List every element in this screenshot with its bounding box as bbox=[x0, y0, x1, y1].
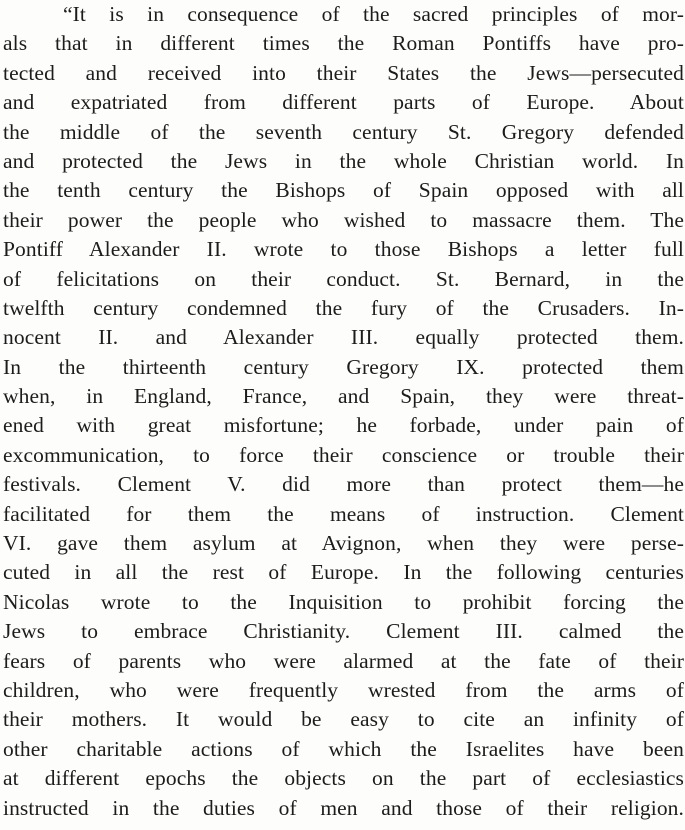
text-line: instructed in the duties of men and those of their religion. bbox=[3, 795, 684, 820]
text-line: Nicolas wrote to the Inquisition to prohibit forcing the bbox=[3, 589, 684, 614]
text-line: when, in England, France, and Spain, they were threat- bbox=[3, 384, 684, 409]
text-line: the tenth century the Bishops of Spain opposed with all bbox=[3, 178, 684, 203]
text-line: twelfth century condemned the fury of the Crusaders. In- bbox=[3, 295, 684, 320]
text-line: at different epochs the objects on the part of ecclesiastics bbox=[3, 766, 684, 791]
text-line: their power the people who wished to massacre them. The bbox=[3, 207, 684, 232]
text-line: Pontiff Alexander II. wrote to those Bishops a letter full bbox=[3, 237, 684, 262]
text-line: and protected the Jews in the whole Christian world. In bbox=[3, 148, 684, 173]
text-line: the middle of the seventh century St. Gregory defended bbox=[3, 119, 684, 144]
text-line: In the thirteenth century Gregory IX. protected them bbox=[3, 354, 684, 379]
text-line: cuted in all the rest of Europe. In the following centuries bbox=[3, 560, 684, 585]
text-line: fears of parents who were alarmed at the fate of their bbox=[3, 648, 684, 673]
text-line: excommunication, to force their conscience or trouble their bbox=[3, 442, 684, 467]
text-line: of felicitations on their conduct. St. Bernard, in the bbox=[3, 266, 684, 291]
text-line: Jews to embrace Christianity. Clement III. calmed the bbox=[3, 619, 684, 644]
text-line: their mothers. It would be easy to cite an infinity of bbox=[3, 707, 684, 732]
text-line: and expatriated from different parts of Europe. About bbox=[3, 90, 684, 115]
text-line: facilitated for them the means of instruction. Clement bbox=[3, 501, 684, 526]
text-line: tected and received into their States the Jews—persecuted bbox=[3, 60, 684, 85]
text-line: VI. gave them asylum at Avignon, when they were perse- bbox=[3, 531, 684, 556]
text-line: “It is in consequence of the sacred principles of mor- bbox=[63, 2, 684, 26]
text-line: children, who were frequently wrested from the arms of bbox=[3, 677, 684, 702]
body-paragraph bbox=[3, 0, 684, 823]
text-line: nocent II. and Alexander III. equally protected them. bbox=[3, 325, 684, 350]
text-line: other charitable actions of which the Israelites have been bbox=[3, 736, 684, 761]
text-line: als that in different times the Roman Pontiffs have pro- bbox=[3, 31, 684, 56]
text-line: festivals. Clement V. did more than protect them—he bbox=[3, 472, 684, 497]
text-line: ened with great misfortune; he forbade, under pain of bbox=[3, 413, 684, 438]
